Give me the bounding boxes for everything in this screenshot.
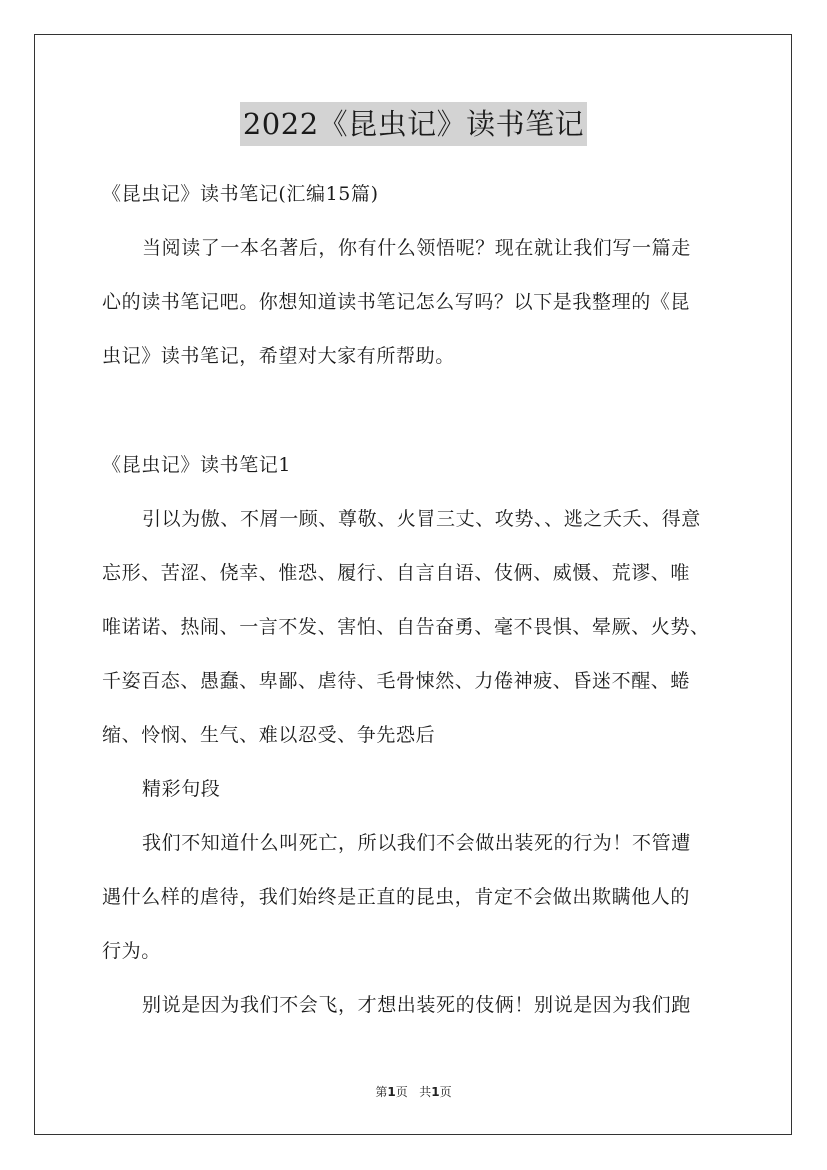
footer-page-prefix: 第 [375,1085,388,1099]
footer-total-pages: 1 [431,1085,440,1099]
para1-line-3: 行为。 [102,940,161,962]
para1-line-1: 我们不知道什么叫死亡，所以我们不会做出装死的行为！不管遭 [142,832,691,854]
footer-total-suffix: 页 [439,1085,452,1099]
footer-page-current: 1 [387,1085,396,1099]
vocab-line-3: 唯诺诺、热闹、一言不发、害怕、自告奋勇、毫不畏惧、晕厥、火势、 [102,616,710,638]
intro-line-2: 心的读书笔记吧。你想知道读书笔记怎么写吗？以下是我整理的《昆 [102,291,691,313]
para1-line-2: 遇什么样的虐待，我们始终是正直的昆虫，肯定不会做出欺瞒他人的 [102,886,691,908]
document-title-text: 2022《昆虫记》读书笔记 [240,102,587,146]
page-footer [0,1083,827,1100]
footer-page-suffix: 页 [395,1085,408,1099]
vocab-line-1: 引以为傲、不屑一顾、尊敬、火冒三丈、攻势、、逃之夭夭、得意 [142,508,701,530]
intro-line-3: 虫记》读书笔记，希望对大家有所帮助。 [102,345,455,367]
document-title [0,102,827,146]
vocab-line-2: 忘形、苦涩、侥幸、惟恐、履行、自言自语、伎俩、威慑、荒谬、唯 [102,562,691,584]
highlight-heading: 精彩句段 [142,778,221,800]
intro-line-1: 当阅读了一本名著后，你有什么领悟呢？现在就让我们写一篇走 [142,237,691,259]
para2-line-1: 别说是因为我们不会飞，才想出装死的伎俩！别说是因为我们跑 [142,994,691,1016]
footer-total-prefix: 共 [419,1085,432,1099]
vocab-line-4: 千姿百态、愚蠢、卑鄙、虐待、毛骨悚然、力倦神疲、昏迷不醒、蜷 [102,670,691,692]
vocab-line-5: 缩、怜悯、生气、难以忍受、争先恐后 [102,724,436,746]
subtitle: 《昆虫记》读书笔记(汇编15篇) [102,183,379,205]
section-heading: 《昆虫记》读书笔记1 [102,454,292,476]
